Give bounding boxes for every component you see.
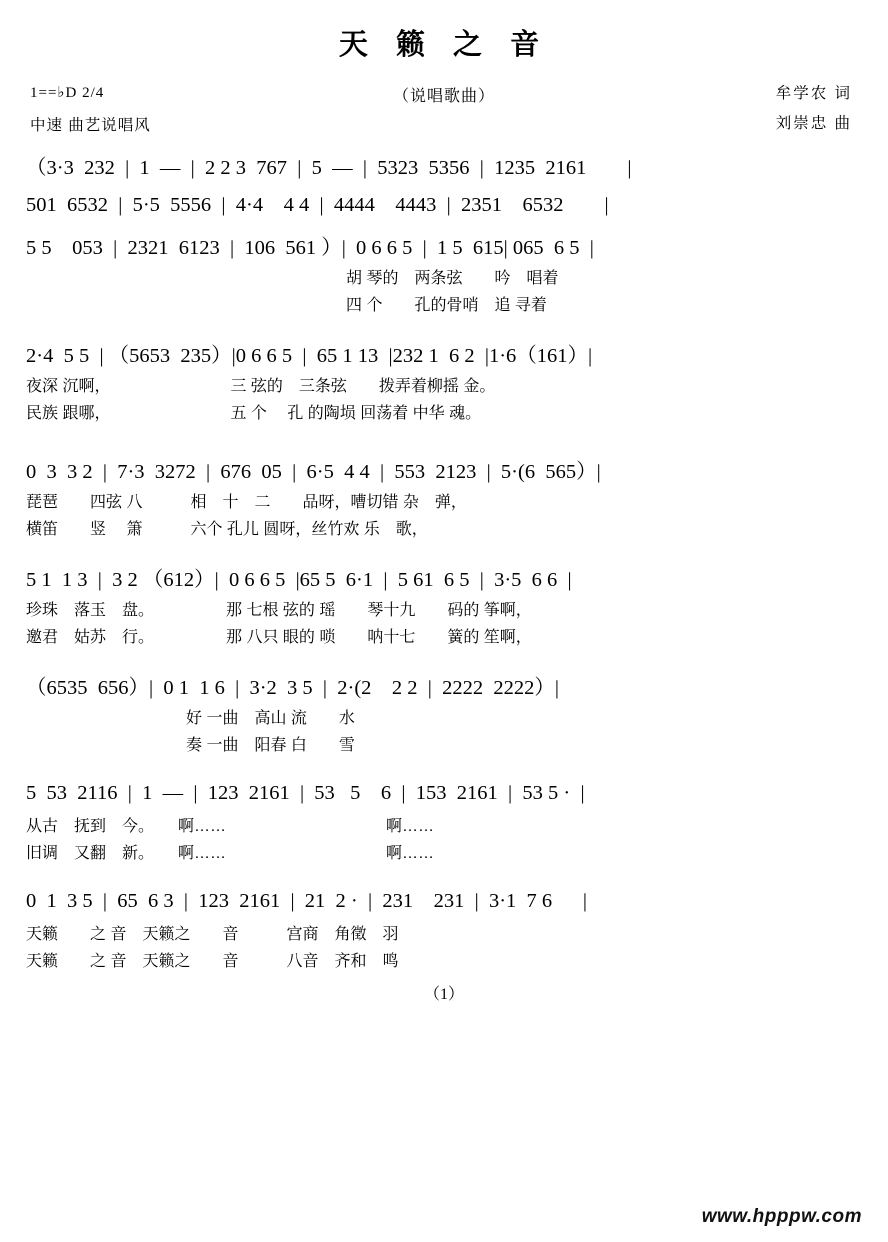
music-system	[26, 881, 862, 975]
music-system	[26, 773, 862, 867]
page-number: （1）	[423, 986, 464, 1003]
notation-text: 0 3 3 2 | 7·3 3272 | 676 05 | 6·5 4 4 | 553 2123 | 5·(6 565）|	[26, 461, 601, 483]
notation-text: 5 5 053 | 2321 6123 | 106 561 ）| 0 6 6 5 | 1 5 615| 065 6 5 |	[26, 237, 594, 259]
notation-line	[26, 773, 862, 813]
lyric-line-2: 横笛 竖 箫 六个 孔儿 圆呀，丝竹欢 乐 歌，	[26, 521, 428, 538]
music-system	[26, 185, 862, 225]
score-header	[0, 77, 888, 139]
notation-line	[26, 333, 862, 373]
page-title: 天 籁 之 音	[338, 29, 550, 61]
lyric-line-2: 奏 一曲 阳春 白 雪	[26, 737, 355, 754]
lyric-line-1: 好 一曲 高山 流 水	[26, 710, 355, 727]
notation-text: 0 1 3 5 | 65 6 3 | 123 2161 | 21 2 · | 231 231 | 3·1 7 6 |	[26, 889, 588, 912]
lyric-line-2: 邀君 姑苏 行。 那 八只 眼的 唢 呐十七 簧的 笙啊，	[26, 629, 532, 646]
music-system	[26, 333, 862, 427]
notation-line	[26, 665, 862, 705]
lyric-line-2: 天籁 之 音 天籁之 音 八音 齐和 鸣	[26, 953, 399, 970]
lyric-line-1: 天籁 之 音 天籁之 音 宫商 角徵 羽	[26, 926, 399, 943]
lyric-line-1: 琵琶 四弦 八 相 十 二 品呀，嘈切错 杂 弹，	[26, 494, 467, 511]
music-system	[26, 665, 862, 759]
sheet-music-page	[0, 22, 888, 1242]
notation-text: 5 53 2116 | 1 — | 123 2161 | 53 5 6 | 153 2161 | 53 5 · |	[26, 781, 585, 804]
music-system	[26, 449, 862, 543]
lyric-line-2: 旧调 又翻 新。 啊…… 啊……	[26, 845, 435, 862]
notation-line	[26, 557, 862, 597]
tempo-marking: 中速 曲艺说唱风	[30, 117, 151, 134]
notation-text: （3·3 232 | 1 — | 2 2 3 767 | 5 — | 5323 5356 | 1235 2161 |	[26, 157, 632, 179]
genre-subtitle: （说唱歌曲）	[392, 88, 495, 105]
notation-line	[26, 145, 862, 185]
lyric-line-1: 从古 抚到 今。 啊…… 啊……	[26, 818, 435, 835]
lyric-line-1: 珍珠 落玉 盘。 那 七根 弦的 瑶 琴十九 码的 筝啊，	[26, 602, 532, 619]
notation-text: 2·4 5 5 | （5653 235）|0 6 6 5 | 65 1 13 |232 1 6 2 |1·6（161）|	[26, 345, 593, 367]
watermark-url: www.hpppw.com	[701, 1206, 862, 1227]
music-system	[26, 145, 862, 185]
lyric-line-2: 四 个 孔的骨哨 追 寻着	[26, 297, 547, 314]
lyric-line-1: 胡 琴的 两条弦 吟 唱着	[26, 270, 559, 287]
music-system	[26, 557, 862, 651]
composer-credit: 刘崇忠 曲	[775, 115, 852, 132]
lyricist-credit: 牟学农 词	[775, 85, 852, 102]
key-signature: 1==♭D 2/4	[30, 85, 105, 101]
notation-line	[26, 185, 862, 225]
notation-text: （6535 656）| 0 1 1 6 | 3·2 3 5 | 2·(2 2 2 | 2222 2222）|	[26, 677, 559, 699]
lyric-line-1: 夜深 沉啊， 三 弦的 三条弦 拨弄着柳摇 金。	[26, 378, 496, 395]
music-system	[26, 225, 862, 319]
notation-line	[26, 881, 862, 921]
lyric-line-2: 民族 跟哪， 五 个 孔 的陶埙 回荡着 中华 魂。	[26, 405, 482, 422]
notation-text: 5 1 1 3 | 3 2 （612）| 0 6 6 5 |65 5 6·1 | 5 61 6 5 | 3·5 6 6 |	[26, 569, 572, 591]
notation-line	[26, 225, 862, 265]
notation-line	[26, 449, 862, 489]
music-systems	[26, 139, 862, 975]
notation-text: 501 6532 | 5·5 5556 | 4·4 4 4 | 4444 4443 | 2351 6532 |	[26, 193, 609, 216]
